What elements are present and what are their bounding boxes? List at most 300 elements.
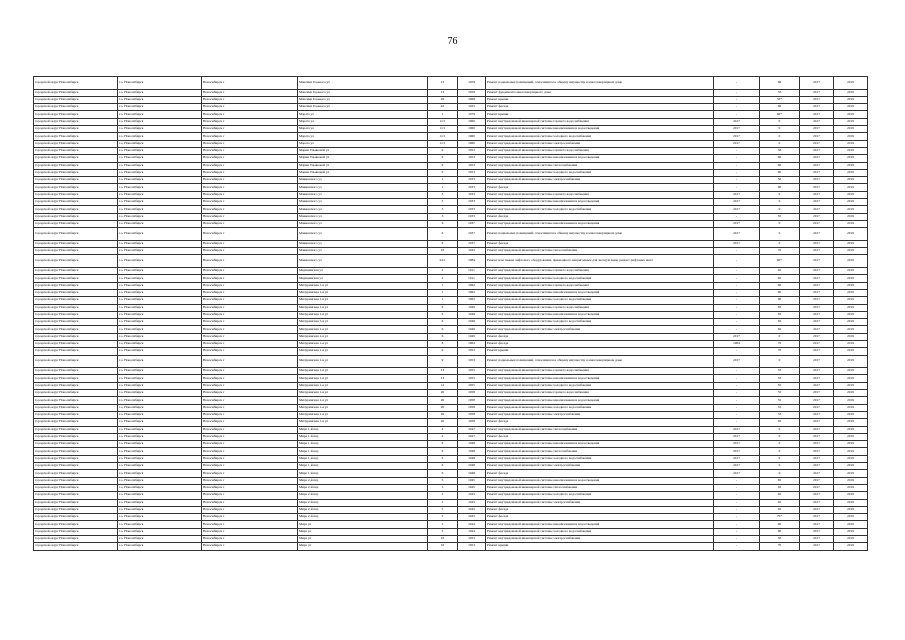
street-cell: Маяковского ул xyxy=(298,206,428,213)
period-start-cell: 2017 xyxy=(800,536,834,543)
municipality-cell: г.о. Новосибирск xyxy=(118,514,202,521)
municipality-cell: г.о. Новосибирск xyxy=(118,419,202,426)
city-cell: Новосибирск г xyxy=(202,455,298,462)
period-end-cell: 2019 xyxy=(834,228,868,241)
build-year-cell: 1960 xyxy=(458,118,486,125)
house-number-cell: 14 xyxy=(428,382,458,389)
table-row xyxy=(34,289,868,296)
work-type-cell: Ремонт внутридомовой инженерной системы холодного водоснабжения xyxy=(486,169,714,176)
municipality-cell: г.о. Новосибирск xyxy=(118,206,202,213)
table-row xyxy=(34,499,868,506)
build-year-cell: 1958 xyxy=(458,404,486,411)
table-row xyxy=(34,268,868,275)
district-cell: городской округ Новосибирск xyxy=(34,470,118,477)
period-end-cell: 2019 xyxy=(834,104,868,111)
period-end-cell: 2019 xyxy=(834,255,868,268)
wear-percent-cell: 0 xyxy=(760,426,800,433)
house-number-cell: 16 xyxy=(428,248,458,255)
build-year-cell: 1958 xyxy=(458,390,486,397)
street-cell: Марии Ульяновой ул xyxy=(298,162,428,169)
city-cell: Новосибирск г xyxy=(202,206,298,213)
last-repair-year-cell: - xyxy=(714,77,760,90)
build-year-cell: 1959 xyxy=(458,89,486,96)
build-year-cell: 1949 xyxy=(458,319,486,326)
period-start-cell: 2017 xyxy=(800,411,834,418)
district-cell: городской округ Новосибирск xyxy=(34,268,118,275)
city-cell: Новосибирск г xyxy=(202,333,298,340)
city-cell: Новосибирск г xyxy=(202,543,298,550)
build-year-cell: 1933 xyxy=(458,177,486,184)
last-repair-year-cell: - xyxy=(714,282,760,289)
build-year-cell: 1943 xyxy=(458,248,486,255)
municipality-cell: г.о. Новосибирск xyxy=(118,441,202,448)
period-start-cell: 2017 xyxy=(800,319,834,326)
district-cell: городской округ Новосибирск xyxy=(34,521,118,528)
period-start-cell: 2017 xyxy=(800,255,834,268)
build-year-cell: 1955 xyxy=(458,368,486,375)
municipality-cell: г.о. Новосибирск xyxy=(118,433,202,440)
last-repair-year-cell: - xyxy=(714,326,760,333)
period-end-cell: 2019 xyxy=(834,133,868,140)
house-number-cell: 4 xyxy=(428,433,458,440)
municipality-cell: г.о. Новосибирск xyxy=(118,382,202,389)
last-repair-year-cell: - xyxy=(714,275,760,282)
district-cell: городской округ Новосибирск xyxy=(34,375,118,382)
last-repair-year-cell: 2017 xyxy=(714,126,760,133)
municipality-cell: г.о. Новосибирск xyxy=(118,126,202,133)
street-cell: Мичуринская 1-я ул xyxy=(298,311,428,318)
period-end-cell: 2019 xyxy=(834,411,868,418)
wear-percent-cell: 0 xyxy=(760,455,800,462)
last-repair-year-cell: - xyxy=(714,213,760,220)
period-end-cell: 2019 xyxy=(834,419,868,426)
wear-percent-cell: 65 xyxy=(760,484,800,491)
period-end-cell: 2019 xyxy=(834,162,868,169)
period-end-cell: 2019 xyxy=(834,426,868,433)
municipality-cell: г.о. Новосибирск xyxy=(118,255,202,268)
house-number-cell: 6 xyxy=(428,326,458,333)
work-type-cell: Ремонт внутридомовой инженерной системы канализования и водоотведения xyxy=(486,220,714,227)
wear-percent-cell: 70* xyxy=(760,514,800,521)
work-type-cell: Ремонт внутридомовой инженерной системы теплоснабжения xyxy=(486,484,714,491)
district-cell: городской округ Новосибирск xyxy=(34,543,118,550)
wear-percent-cell: 55 xyxy=(760,390,800,397)
repair-schedule-table xyxy=(33,76,868,551)
municipality-cell: г.о. Новосибирск xyxy=(118,268,202,275)
district-cell: городской округ Новосибирск xyxy=(34,89,118,96)
wear-percent-cell: 0 xyxy=(760,448,800,455)
district-cell: городской округ Новосибирск xyxy=(34,492,118,499)
last-repair-year-cell: 2017 xyxy=(714,333,760,340)
street-cell: Медицинская ул xyxy=(298,275,428,282)
house-number-cell: 11/1 xyxy=(428,118,458,125)
wear-percent-cell: 65 xyxy=(760,275,800,282)
house-number-cell: 9 xyxy=(428,348,458,355)
table-row xyxy=(34,220,868,227)
period-start-cell: 2017 xyxy=(800,543,834,550)
period-end-cell: 2019 xyxy=(834,311,868,318)
work-type-cell: Ремонт внутридомовой инженерной системы горячего водоснабжения xyxy=(486,304,714,311)
house-number-cell: 6 xyxy=(428,463,458,470)
work-type-cell: Ремонт внутридомовой инженерной системы холодного водоснабжения xyxy=(486,382,714,389)
district-cell: городской округ Новосибирск xyxy=(34,282,118,289)
table-row xyxy=(34,333,868,340)
work-type-cell: Ремонт внутридомовой инженерной системы электроснабжения xyxy=(486,536,714,543)
period-end-cell: 2019 xyxy=(834,155,868,162)
street-cell: Мичуринская 1-я ул xyxy=(298,297,428,304)
district-cell: городской округ Новосибирск xyxy=(34,484,118,491)
last-repair-year-cell: - xyxy=(714,390,760,397)
work-type-cell: Ремонт внутридомовой инженерной системы теплоснабжения xyxy=(486,426,714,433)
last-repair-year-cell: - xyxy=(714,348,760,355)
house-number-cell: 11/1 xyxy=(428,140,458,147)
district-cell: городской округ Новосибирск xyxy=(34,463,118,470)
house-number-cell: 9 xyxy=(428,355,458,368)
house-number-cell: 1 xyxy=(428,297,458,304)
period-start-cell: 2017 xyxy=(800,206,834,213)
period-start-cell: 2017 xyxy=(800,463,834,470)
municipality-cell: г.о. Новосибирск xyxy=(118,184,202,191)
table-row xyxy=(34,228,868,241)
build-year-cell: 1933 xyxy=(458,199,486,206)
street-cell: Мира 1-й пер xyxy=(298,455,428,462)
period-end-cell: 2019 xyxy=(834,199,868,206)
last-repair-year-cell: - xyxy=(714,184,760,191)
build-year-cell: 1960 xyxy=(458,133,486,140)
wear-percent-cell: 55 xyxy=(760,382,800,389)
work-type-cell: Ремонт внутридомовой инженерной системы холодного водоснабжения xyxy=(486,319,714,326)
period-end-cell: 2019 xyxy=(834,463,868,470)
city-cell: Новосибирск г xyxy=(202,411,298,418)
district-cell: городской округ Новосибирск xyxy=(34,397,118,404)
period-start-cell: 2017 xyxy=(800,514,834,521)
wear-percent-cell: 65 xyxy=(760,311,800,318)
period-end-cell: 2019 xyxy=(834,304,868,311)
house-number-cell: 6 xyxy=(428,333,458,340)
house-number-cell: 3 xyxy=(428,206,458,213)
city-cell: Новосибирск г xyxy=(202,355,298,368)
wear-percent-cell: 65 xyxy=(760,499,800,506)
house-number-cell: 24/1 xyxy=(428,255,458,268)
district-cell: городской округ Новосибирск xyxy=(34,77,118,90)
last-repair-year-cell: - xyxy=(714,311,760,318)
street-cell: Мира 1-й пер xyxy=(298,463,428,470)
build-year-cell: 1960 xyxy=(458,140,486,147)
municipality-cell: г.о. Новосибирск xyxy=(118,289,202,296)
municipality-cell: г.о. Новосибирск xyxy=(118,404,202,411)
period-start-cell: 2017 xyxy=(800,268,834,275)
house-number-cell: 3 xyxy=(428,213,458,220)
work-type-cell: Ремонт внутридомовой инженерной системы холодного водоснабжения xyxy=(486,297,714,304)
street-cell: Мира 2-й пер xyxy=(298,514,428,521)
work-type-cell: Ремонт внутридомовой инженерной системы холодного водоснабжения xyxy=(486,528,714,535)
period-start-cell: 2017 xyxy=(800,133,834,140)
wear-percent-cell: 65 xyxy=(760,319,800,326)
table-row xyxy=(34,375,868,382)
municipality-cell: г.о. Новосибирск xyxy=(118,463,202,470)
table-row xyxy=(34,355,868,368)
work-type-cell: Ремонт внутридомовой инженерной системы горячего водоснабжения xyxy=(486,282,714,289)
table-row xyxy=(34,390,868,397)
house-number-cell: 11/1 xyxy=(428,133,458,140)
table-row xyxy=(34,348,868,355)
city-cell: Новосибирск г xyxy=(202,220,298,227)
period-start-cell: 2017 xyxy=(800,177,834,184)
district-cell: городской округ Новосибирск xyxy=(34,162,118,169)
municipality-cell: г.о. Новосибирск xyxy=(118,169,202,176)
table-row xyxy=(34,147,868,154)
period-end-cell: 2019 xyxy=(834,147,868,154)
city-cell: Новосибирск г xyxy=(202,419,298,426)
municipality-cell: г.о. Новосибирск xyxy=(118,133,202,140)
work-type-cell: Ремонт внутридомовой инженерной системы канализования и водоотведения xyxy=(486,311,714,318)
period-end-cell: 2019 xyxy=(834,543,868,550)
last-repair-year-cell: - xyxy=(714,155,760,162)
city-cell: Новосибирск г xyxy=(202,463,298,470)
district-cell: городской округ Новосибирск xyxy=(34,275,118,282)
street-cell: Медицинская ул xyxy=(298,268,428,275)
municipality-cell: г.о. Новосибирск xyxy=(118,506,202,513)
build-year-cell: 1945 xyxy=(458,514,486,521)
last-repair-year-cell: 2017 xyxy=(714,191,760,198)
work-type-cell: Ремонт фасада xyxy=(486,340,714,347)
city-cell: Новосибирск г xyxy=(202,177,298,184)
municipality-cell: г.о. Новосибирск xyxy=(118,304,202,311)
last-repair-year-cell: 2017 xyxy=(714,199,760,206)
build-year-cell: 1933 xyxy=(458,206,486,213)
house-number-cell: 1 xyxy=(428,184,458,191)
period-start-cell: 2017 xyxy=(800,155,834,162)
municipality-cell: г.о. Новосибирск xyxy=(118,118,202,125)
house-number-cell: 9 xyxy=(428,169,458,176)
city-cell: Новосибирск г xyxy=(202,268,298,275)
period-start-cell: 2017 xyxy=(800,521,834,528)
period-start-cell: 2017 xyxy=(800,228,834,241)
table-row xyxy=(34,118,868,125)
street-cell: Мира ул xyxy=(298,536,428,543)
city-cell: Новосибирск г xyxy=(202,433,298,440)
period-start-cell: 2017 xyxy=(800,199,834,206)
period-start-cell: 2017 xyxy=(800,191,834,198)
wear-percent-cell: 56 xyxy=(760,147,800,154)
wear-percent-cell: 55 xyxy=(760,213,800,220)
work-type-cell: Ремонт внутридомовой инженерной системы электроснабжения xyxy=(486,177,714,184)
city-cell: Новосибирск г xyxy=(202,213,298,220)
street-cell: Марата ул xyxy=(298,126,428,133)
period-start-cell: 2017 xyxy=(800,441,834,448)
table-row xyxy=(34,140,868,147)
street-cell: Мичуринская 1-я ул xyxy=(298,404,428,411)
wear-percent-cell: 60 xyxy=(760,528,800,535)
street-cell: Маяковского ул xyxy=(298,177,428,184)
municipality-cell: г.о. Новосибирск xyxy=(118,177,202,184)
last-repair-year-cell: - xyxy=(714,147,760,154)
house-number-cell: 12 xyxy=(428,89,458,96)
municipality-cell: г.о. Новосибирск xyxy=(118,96,202,103)
period-end-cell: 2019 xyxy=(834,169,868,176)
house-number-cell: 6 xyxy=(428,441,458,448)
wear-percent-cell: 65 xyxy=(760,304,800,311)
work-type-cell: Ремонт внутридомовой инженерной системы холодного водоснабжения xyxy=(486,275,714,282)
municipality-cell: г.о. Новосибирск xyxy=(118,240,202,247)
city-cell: Новосибирск г xyxy=(202,448,298,455)
table-row xyxy=(34,404,868,411)
build-year-cell: 1958 xyxy=(458,419,486,426)
street-cell: Мичуринская 1-я ул xyxy=(298,348,428,355)
period-end-cell: 2019 xyxy=(834,484,868,491)
wear-percent-cell: 60 xyxy=(760,77,800,90)
work-type-cell: Ремонт фасада xyxy=(486,333,714,340)
period-start-cell: 2017 xyxy=(800,169,834,176)
district-cell: городской округ Новосибирск xyxy=(34,319,118,326)
wear-percent-cell: 70 xyxy=(760,543,800,550)
period-start-cell: 2017 xyxy=(800,528,834,535)
house-number-cell: 9 xyxy=(428,147,458,154)
district-cell: городской округ Новосибирск xyxy=(34,355,118,368)
city-cell: Новосибирск г xyxy=(202,390,298,397)
last-repair-year-cell: 2017 xyxy=(714,441,760,448)
work-type-cell: Ремонт внутридомовой инженерной системы электроснабжения xyxy=(486,411,714,418)
district-cell: городской округ Новосибирск xyxy=(34,411,118,418)
build-year-cell: 1933 xyxy=(458,213,486,220)
table-row xyxy=(34,419,868,426)
district-cell: городской округ Новосибирск xyxy=(34,390,118,397)
district-cell: городской округ Новосибирск xyxy=(34,477,118,484)
street-cell: Мира 2-й пер xyxy=(298,484,428,491)
wear-percent-cell: 50 xyxy=(760,536,800,543)
street-cell: Мира ул xyxy=(298,521,428,528)
build-year-cell: 1955 xyxy=(458,382,486,389)
district-cell: городской округ Новосибирск xyxy=(34,297,118,304)
city-cell: Новосибирск г xyxy=(202,289,298,296)
period-end-cell: 2019 xyxy=(834,268,868,275)
house-number-cell: 5 xyxy=(428,499,458,506)
city-cell: Новосибирск г xyxy=(202,441,298,448)
period-end-cell: 2019 xyxy=(834,177,868,184)
house-number-cell: 14 xyxy=(428,375,458,382)
house-number-cell: 1 xyxy=(428,289,458,296)
period-end-cell: 2019 xyxy=(834,433,868,440)
work-type-cell: Ремонт фундамента многоквартирного дома xyxy=(486,89,714,96)
period-start-cell: 2017 xyxy=(800,162,834,169)
work-type-cell: Ремонт крыши xyxy=(486,543,714,550)
district-cell: городской округ Новосибирск xyxy=(34,191,118,198)
district-cell: городской округ Новосибирск xyxy=(34,126,118,133)
work-type-cell: Ремонт внутридомовой инженерной системы канализования и водоотведения xyxy=(486,441,714,448)
city-cell: Новосибирск г xyxy=(202,297,298,304)
city-cell: Новосибирск г xyxy=(202,521,298,528)
last-repair-year-cell: - xyxy=(714,304,760,311)
last-repair-year-cell: - xyxy=(714,375,760,382)
city-cell: Новосибирск г xyxy=(202,77,298,90)
last-repair-year-cell: 2017 xyxy=(714,206,760,213)
wear-percent-cell: 55 xyxy=(760,411,800,418)
district-cell: городской округ Новосибирск xyxy=(34,104,118,111)
work-type-cell: Ремонт подвальных помещений, относящихся к общему имуществу в многоквартирном доме xyxy=(486,355,714,368)
wear-percent-cell: 55 xyxy=(760,375,800,382)
period-end-cell: 2019 xyxy=(834,390,868,397)
period-start-cell: 2017 xyxy=(800,455,834,462)
street-cell: Мичуринская 1-я ул xyxy=(298,319,428,326)
period-start-cell: 2017 xyxy=(800,184,834,191)
district-cell: городской округ Новосибирск xyxy=(34,147,118,154)
period-end-cell: 2019 xyxy=(834,333,868,340)
table-row xyxy=(34,297,868,304)
last-repair-year-cell: 1964 xyxy=(714,340,760,347)
table-row xyxy=(34,433,868,440)
municipality-cell: г.о. Новосибирск xyxy=(118,297,202,304)
build-year-cell: 1953 xyxy=(458,169,486,176)
district-cell: городской округ Новосибирск xyxy=(34,240,118,247)
table-row xyxy=(34,311,868,318)
district-cell: городской округ Новосибирск xyxy=(34,448,118,455)
work-type-cell: Ремонт внутридомовой инженерной системы горячего водоснабжения xyxy=(486,191,714,198)
build-year-cell: 1949 xyxy=(458,311,486,318)
street-cell: Мичуринская 1-я ул xyxy=(298,397,428,404)
build-year-cell: 1958 xyxy=(458,411,486,418)
period-end-cell: 2019 xyxy=(834,213,868,220)
work-type-cell: Ремонт внутридомовой инженерной системы канализования и водоотведения xyxy=(486,155,714,162)
build-year-cell: 1925 xyxy=(458,104,486,111)
build-year-cell: 1948 xyxy=(458,441,486,448)
period-end-cell: 2019 xyxy=(834,368,868,375)
city-cell: Новосибирск г xyxy=(202,89,298,96)
build-year-cell: 1949 xyxy=(458,326,486,333)
house-number-cell: 9 xyxy=(428,162,458,169)
district-cell: городской округ Новосибирск xyxy=(34,111,118,118)
table-row xyxy=(34,213,868,220)
city-cell: Новосибирск г xyxy=(202,228,298,241)
last-repair-year-cell: - xyxy=(714,177,760,184)
work-type-cell: Ремонт внутридомовой инженерной системы горячего водоснабжения xyxy=(486,368,714,375)
period-end-cell: 2019 xyxy=(834,319,868,326)
wear-percent-cell: 0 xyxy=(760,220,800,227)
wear-percent-cell: 0 xyxy=(760,199,800,206)
municipality-cell: г.о. Новосибирск xyxy=(118,455,202,462)
street-cell: Маяковского ул xyxy=(298,248,428,255)
house-number-cell: 20 xyxy=(428,419,458,426)
period-end-cell: 2019 xyxy=(834,275,868,282)
district-cell: городской округ Новосибирск xyxy=(34,220,118,227)
work-type-cell: Ремонт фасада xyxy=(486,419,714,426)
street-cell: Маяковского ул xyxy=(298,255,428,268)
wear-percent-cell: 60 xyxy=(760,104,800,111)
house-number-cell: 12 xyxy=(428,77,458,90)
house-number-cell: 2 xyxy=(428,268,458,275)
wear-percent-cell: 0 xyxy=(760,463,800,470)
wear-percent-cell: 0 xyxy=(760,470,800,477)
build-year-cell: 1945 xyxy=(458,506,486,513)
municipality-cell: г.о. Новосибирск xyxy=(118,275,202,282)
period-end-cell: 2019 xyxy=(834,77,868,90)
house-number-cell: 4 xyxy=(428,426,458,433)
municipality-cell: г.о. Новосибирск xyxy=(118,319,202,326)
build-year-cell: 1937 xyxy=(458,240,486,247)
wear-percent-cell: 65 xyxy=(760,268,800,275)
house-number-cell: 20 xyxy=(428,411,458,418)
wear-percent-cell: 60 xyxy=(760,297,800,304)
period-start-cell: 2017 xyxy=(800,397,834,404)
table-row xyxy=(34,521,868,528)
period-end-cell: 2019 xyxy=(834,521,868,528)
period-start-cell: 2017 xyxy=(800,348,834,355)
city-cell: Новосибирск г xyxy=(202,319,298,326)
table-row xyxy=(34,492,868,499)
street-cell: Маяковского ул xyxy=(298,191,428,198)
municipality-cell: г.о. Новосибирск xyxy=(118,311,202,318)
table-row xyxy=(34,155,868,162)
period-start-cell: 2017 xyxy=(800,433,834,440)
